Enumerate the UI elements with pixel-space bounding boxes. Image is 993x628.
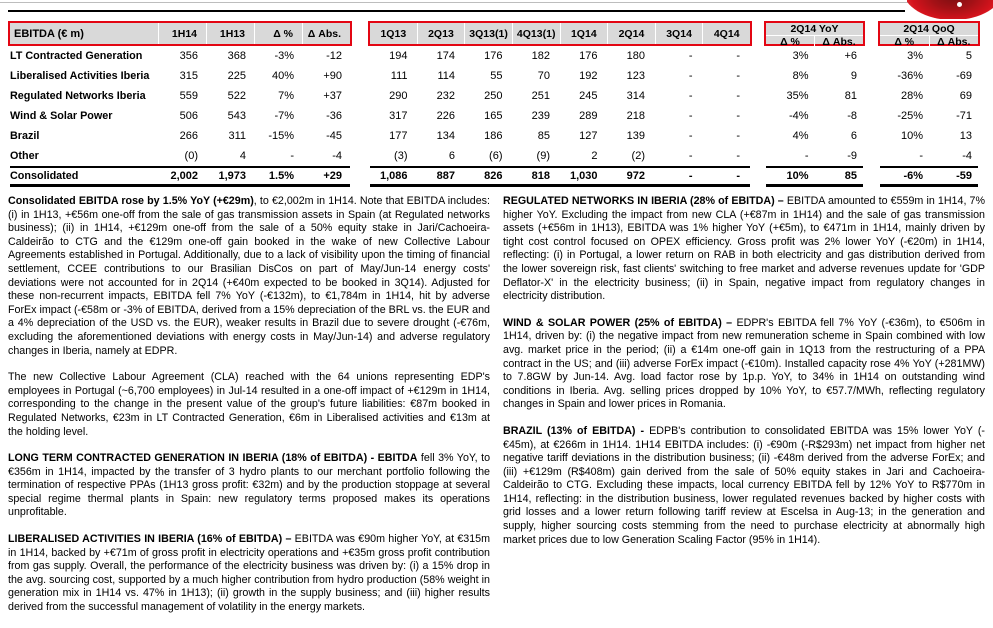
- column-header: 4Q13(1): [512, 23, 560, 44]
- cell: 251: [531, 90, 550, 102]
- table-row: [880, 66, 978, 86]
- cell: 1,973: [218, 170, 246, 182]
- cell: -: [736, 150, 740, 162]
- paragraph-lead: REGULATED NETWORKS IN IBERIA (28% of EBITDA) –: [503, 195, 784, 207]
- cell: 114: [437, 70, 455, 82]
- cell: 245: [579, 90, 598, 102]
- table-row: [766, 126, 863, 146]
- cell: -45: [326, 130, 342, 142]
- table-header-qoq: [878, 21, 980, 46]
- cell: -71: [956, 110, 972, 122]
- cell: 176: [484, 50, 503, 62]
- body-column-left: [8, 195, 490, 628]
- table-total-row: [766, 166, 863, 187]
- cell: +37: [323, 90, 342, 102]
- cell: -4%: [788, 110, 809, 122]
- cell: 317: [389, 110, 408, 122]
- paragraph-lead: LIBERALISED ACTIVITIES IN IBERIA (16% of EBITDA) –: [8, 533, 292, 546]
- cell: 177: [389, 130, 408, 142]
- paragraph: [503, 195, 985, 304]
- cell: 232: [436, 90, 455, 102]
- column-header: 2Q14: [607, 23, 655, 44]
- cell: 311: [228, 130, 246, 142]
- row-label: Other: [10, 150, 39, 162]
- subheader-row: [880, 36, 978, 48]
- cell: 123: [626, 70, 645, 82]
- cell: -: [736, 90, 740, 102]
- cell: 9: [850, 70, 857, 82]
- paragraph-text: EDPR's EBITDA fell 7% YoY (-€36m), to €506m in 1H14, driven by: (i) the negative impact from new remuneration scheme in Spain combined with low avg. market price in the period; (ii) a €14m one-off gain in 1Q13 from the restructuring of a PPA contract in the US; and (iii) adverse ForEx impact (-€10m). Installed capacity rose 4% YoY (+281MW) to 7.8GW by Jun-14. Avg. load factor rose by 1p.p. YoY, to 34% in 1H14 on outstanding wind conditions in Iberia. Avg. selling prices dropped by 10% YoY, to €57.7/MWh, reflecting regulatory changes in Spain and lower prices in Romania.: [503, 316, 985, 411]
- paragraph: [503, 425, 985, 547]
- table-row: [370, 126, 750, 146]
- cell: -: [736, 70, 740, 82]
- cell: 356: [179, 50, 198, 62]
- table-rows: [8, 46, 352, 187]
- cell: -: [736, 110, 740, 122]
- cell: 818: [531, 170, 550, 182]
- cell: (2): [631, 150, 645, 162]
- cell: 10%: [900, 130, 923, 142]
- cell: 6: [850, 130, 857, 142]
- cell: 218: [626, 110, 645, 122]
- table-row: [880, 86, 978, 106]
- paragraph-text: The new Collective Labour Agreement (CLA) reached with the 64 unions representing EDP's employees in Portugal (~6,700 employees) in Jul-14 resulted in a one-off impact of +€129m in 1H14, corresponding to the change in the present value of the group's future liabilities: €87m booked in Regulated Networks, €23m in LT Contracted Generation, €6m in Liberalised activities and €13m at the holding level.: [8, 371, 490, 438]
- paragraph-lead: BRAZIL (13% of EBITDA) -: [503, 424, 645, 437]
- cell: 40%: [271, 70, 294, 82]
- cell: -: [688, 150, 693, 162]
- cell: -: [688, 130, 693, 142]
- cell: 165: [484, 110, 503, 122]
- table-row: [880, 126, 978, 146]
- column-header: 1Q14: [560, 23, 608, 44]
- cell: -36%: [897, 70, 923, 82]
- cell: 176: [579, 50, 598, 62]
- paragraph: [8, 371, 490, 439]
- table-row: [766, 86, 863, 106]
- subheader-row: [766, 36, 863, 48]
- table-row: [880, 146, 978, 166]
- cell: -: [736, 130, 740, 142]
- cell: 174: [436, 50, 455, 62]
- cell: -: [688, 70, 693, 82]
- table-row: [10, 106, 350, 126]
- table-row: [370, 86, 750, 106]
- cell: -4: [962, 150, 972, 162]
- cell: 315: [179, 70, 198, 82]
- table-row: [766, 66, 863, 86]
- table-row: [10, 126, 350, 146]
- top-hairline: [0, 2, 993, 3]
- table-header-yoy: [764, 21, 865, 46]
- cell: (9): [536, 150, 550, 162]
- paragraph-lead: Consolidated EBITDA rose by 1.5% YoY (+€29m): [8, 195, 254, 207]
- cell: -36: [326, 110, 342, 122]
- row-label: Wind & Solar Power: [10, 110, 113, 122]
- cell: 289: [579, 110, 598, 122]
- paragraph-lead: LONG TERM CONTRACTED GENERATION IN IBERIA (18% of EBITDA) - EBITDA: [8, 452, 418, 465]
- column-header: 1H13: [206, 23, 254, 44]
- paragraph-text: EBITDA was €90m higher YoY, at €315m in 1H14, backed by +€71m of gross profit in electricity operations and +€35m gross profit contribution from gas supply. Overall, the performance of the electricity business was driven by: (i) a 15% drop in the avg. sourcing cost, supported by a much higher contribution from hydro production (58% weight in generation mix in 1H14 vs. 47% in 1H13); (ii) growth in the supply business; and (iii) higher results derived from the successful management of volatility in the energy markets.: [8, 533, 490, 614]
- table-total-row: [880, 166, 978, 187]
- cell: 134: [436, 130, 455, 142]
- cell: 85: [537, 130, 550, 142]
- cell: -4: [332, 150, 342, 162]
- group-title: 2Q14 YoY: [766, 23, 863, 36]
- paragraph-text: , to €2,002m in 1H14. Note that EBITDA includes: (i) in 1H13, +€56m one-off from the sale of gas transmission assets in Spain (at Regulated networks business); (ii) in 1H14, +€129m one-off from the sale of a 50% equity stake in Jari/Cachoeira-Caldeirão to CTG and the €129m one-off gain booked in the wake of new Collective Labour Agreements established in Portugal. Additionally, due to a lack of visibility upon the timing of financial settlement, CCEE contributions to our Brasilian DisCos on part of May/Jun-14 energy costs' deviations were not accounted for in 2Q14 (+€40m expected to be booked in 3Q14). Adjusted for these non-recurrent impacts, EBITDA fell 7% YoY (-€132m), to €1,784m in 1H14, hit by adverse ForEx impact (-€58m or -3% of EBITDA, derived from a 15% depreciation of the BRL vs. the EUR and a 4% depreciation of the USD vs. the EUR), weaker results in Brazil due to severe drought (-€76m, excluding the aforementioned deviations with energy costs in May/Jun-14) and adverse regulatory changes in Iberia, namely at EDPR.: [8, 195, 490, 357]
- cell: 139: [626, 130, 645, 142]
- cell: 368: [227, 50, 246, 62]
- column-header: Δ Abs.: [929, 36, 979, 48]
- group-title: 2Q14 QoQ: [880, 23, 978, 36]
- column-header: 1Q13: [380, 27, 407, 40]
- cell: 290: [389, 90, 408, 102]
- table-row: [10, 66, 350, 86]
- table-row: [766, 46, 863, 66]
- cell: 186: [484, 130, 503, 142]
- cell: -: [919, 150, 923, 162]
- cell: 826: [484, 170, 503, 182]
- column-header: 2Q13: [417, 23, 465, 44]
- cell: 8%: [792, 70, 809, 82]
- cell: 111: [390, 70, 408, 82]
- cell: 192: [579, 70, 598, 82]
- cell: 266: [179, 130, 198, 142]
- cell: -: [688, 170, 693, 182]
- column-header: Δ %: [894, 36, 915, 48]
- paragraph: [8, 533, 490, 615]
- column-header: 1H14: [158, 23, 206, 44]
- column-header: Δ %: [780, 36, 800, 48]
- table-row: [10, 146, 350, 166]
- cell: 4%: [792, 130, 809, 142]
- table-row: [370, 106, 750, 126]
- cell: 28%: [900, 90, 923, 102]
- cell: -: [736, 170, 740, 182]
- cell: -: [688, 90, 693, 102]
- cell: 81: [844, 90, 857, 102]
- table-header-halfyear: [8, 21, 352, 46]
- row-label: Regulated Networks Iberia: [10, 90, 146, 102]
- table-row: [880, 46, 978, 66]
- cell: (3): [394, 150, 408, 162]
- table-row: [370, 146, 750, 166]
- column-header: Δ %: [254, 23, 302, 44]
- cell: 226: [436, 110, 455, 122]
- header-rule: [8, 10, 905, 12]
- cell: 972: [626, 170, 645, 182]
- cell: -: [736, 50, 740, 62]
- table-row: [10, 86, 350, 106]
- cell: -15%: [268, 130, 294, 142]
- paragraph: [8, 195, 490, 358]
- row-label: Consolidated: [10, 170, 79, 182]
- column-header: Δ Abs.: [814, 36, 863, 48]
- table-header-quarters: [368, 21, 752, 46]
- cell: -: [688, 110, 693, 122]
- logo-highlight-dot: [957, 2, 962, 7]
- cell: +29: [323, 170, 342, 182]
- cell: 1,086: [379, 170, 408, 182]
- brand-logo: [907, 0, 993, 19]
- cell: -69: [956, 70, 972, 82]
- cell: (0): [184, 150, 198, 162]
- cell: (6): [489, 150, 503, 162]
- table-rows: [764, 46, 865, 187]
- column-header: 3Q14: [655, 23, 703, 44]
- cell: -59: [956, 170, 972, 182]
- cell: +90: [323, 70, 342, 82]
- paragraph: [503, 317, 985, 412]
- paragraph: [8, 452, 490, 520]
- table-group-halfyear: [8, 21, 352, 187]
- cell: 5: [965, 50, 972, 62]
- cell: 559: [179, 90, 198, 102]
- cell: +6: [844, 50, 857, 62]
- row-label: Liberalised Activities Iberia: [10, 70, 150, 82]
- column-header: 4Q14: [702, 23, 750, 44]
- table-row: [766, 106, 863, 126]
- cell: -: [290, 150, 294, 162]
- cell: 522: [227, 90, 246, 102]
- cell: 127: [579, 130, 598, 142]
- cell: 4: [239, 150, 246, 162]
- table-total-row: [10, 166, 350, 187]
- cell: 55: [490, 70, 503, 82]
- table-rows: [368, 46, 752, 187]
- cell: 3%: [907, 50, 923, 62]
- paragraph-text: EBITDA amounted to €559m in 1H14, 7% higher YoY. Excluding the impact from new CLA (+€87m in 1H14) and the sale of gas transmission assets (+€56m in 1H13), EBITDA was 1% higher YoY (+€5m), to €471m in 1H14, mainly driven by tight cost control focused on OPEX efficiency. Gross profit was 2% lower YoY (-€20m) in 1H14, reflecting: (i) in Portugal, a lower return on RAB in both electricity and gas distribution derived from the lower sovereign risk, fast clients' switching to free market and adverse revenues update for 'GDP Deflator-X' in the electricity business; (ii) in Spain, negative impact from regulatory changes in electricity distribution.: [503, 195, 985, 303]
- cell: -3%: [274, 50, 294, 62]
- cell: 1,030: [569, 170, 598, 182]
- table-row: [10, 46, 350, 66]
- table-row: [370, 46, 750, 66]
- cell: 7%: [278, 90, 294, 102]
- paragraph-text: EDPB's contribution to consolidated EBITDA was 15% lower YoY (-€45m), at €266m in 1H14. 1H14 EBITDA includes: (i) -€90m (-R$293m) net impact from higher net negative tariff deviations in the distribution business; (ii) -€48m derived from the adverse ForEx; and (iii) +€129m (R$408m) gain derived from the sale of 50% equity stakes in Jari and Cachoeira-Caldeirão to CTG. Excluding these impacts, local currency EBITDA fell by 12% YoY to R$770m in 1H14, reflecting: in the distribution business, lower regulated revenues backed by higher costs with grid losses and a lower return following tariff review at Escelsa in Aug-13; in the generation and supply, higher sourcing costs stemming from the need to purchase electricity at abnormally high market prices due to low Generation Scaling Factor (95% in 1H14).: [503, 424, 985, 546]
- cell: -7%: [274, 110, 294, 122]
- cell: 10%: [786, 170, 809, 182]
- cell: 69: [959, 90, 972, 102]
- cell: -25%: [897, 110, 923, 122]
- cell: -6%: [903, 170, 923, 182]
- table-total-row: [370, 166, 750, 187]
- cell: 506: [179, 110, 198, 122]
- table-group-qoq: [878, 21, 980, 187]
- cell: 225: [227, 70, 246, 82]
- cell: 250: [484, 90, 503, 102]
- table-rows: [878, 46, 980, 187]
- table-group-yoy: [764, 21, 865, 187]
- logo-blob: [907, 0, 993, 19]
- cell: 543: [227, 110, 246, 122]
- cell: 887: [436, 170, 455, 182]
- paragraph-lead: WIND & SOLAR POWER (25% of EBITDA) –: [503, 316, 733, 329]
- cell: -12: [326, 50, 342, 62]
- cell: -9: [847, 150, 857, 162]
- ebitda-table: [8, 21, 980, 187]
- cell: 1.5%: [268, 170, 294, 182]
- cell: 182: [531, 50, 550, 62]
- table-row: [370, 66, 750, 86]
- body-text: [8, 195, 985, 628]
- column-header: EBITDA (€ m): [14, 27, 84, 40]
- cell: -8: [847, 110, 857, 122]
- body-column-right: [503, 195, 985, 628]
- table-group-quarters: [368, 21, 752, 187]
- cell: 70: [537, 70, 550, 82]
- cell: 2: [591, 150, 598, 162]
- cell: 194: [389, 50, 408, 62]
- table-row: [766, 146, 863, 166]
- cell: 13: [959, 130, 972, 142]
- cell: 3%: [792, 50, 809, 62]
- cell: -: [688, 50, 693, 62]
- paragraph-text: fell 3% YoY, to €356m in 1H14, impacted by the transfer of 3 hydro plants to our merchant portfolio following the termination of respective PPAs (1H13 gross profit: €32m) and by the production stoppage at several special regime thermal plants in Spain: new regulatory terms proposed makes its operations unprofitable.: [8, 452, 491, 519]
- column-header: 3Q13(1): [464, 23, 512, 44]
- cell: 35%: [786, 90, 809, 102]
- cell: -: [804, 150, 809, 162]
- row-label: Brazil: [10, 130, 40, 142]
- table-row: [880, 106, 978, 126]
- cell: 2,002: [170, 170, 198, 182]
- row-label: LT Contracted Generation: [10, 50, 143, 62]
- cell: 6: [448, 150, 455, 162]
- cell: 314: [626, 90, 645, 102]
- cell: 180: [626, 50, 645, 62]
- column-header: Δ Abs.: [302, 23, 350, 44]
- cell: 85: [844, 170, 857, 182]
- cell: 239: [531, 110, 550, 122]
